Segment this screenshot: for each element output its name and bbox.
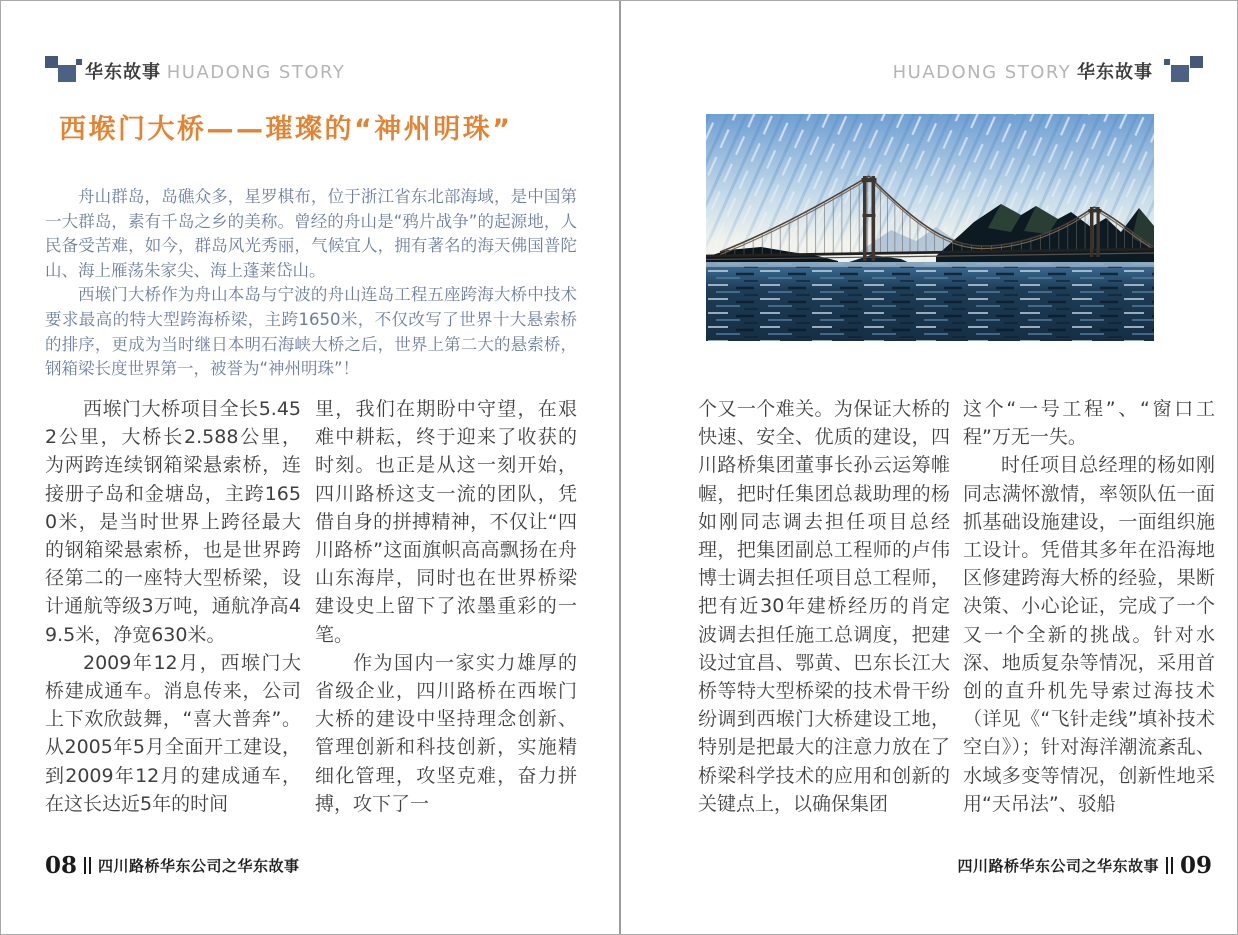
footer-bars-icon [1166, 857, 1173, 874]
column-paragraph: 西堠门大桥项目全长5.452公里，大桥长2.588公里，为两跨连续钢箱梁悬索桥，连接册子岛和金塘岛，主跨1650米，是当时世界上跨径最大的钢箱梁悬索桥，也是世界跨径第二的一座特大型桥梁，设计通航等级3万吨，通航净高49.5米，净宽630米。 [45, 398, 301, 646]
column-paragraph: 个又一个难关。为保证大桥的快速、安全、优质的建设，四川路桥集团董事长孙云运筹帷幄，把时任集团总裁助理的杨如刚同志调去担任项目总经理，把集团副总工程师的卢伟博士调去担任项目总工程师，把有近30年建桥经历的肖定波调去担任施工总调度，把建设过宜昌、鄂黄、巴东长江大桥等特大型桥梁的技术骨干纷纷调到西堠门大桥建设工地，特别是把最大的注意力放在了桥梁科学技术的应用和创新的关键点上，以确保集团 [698, 398, 950, 815]
column-paragraph: 2009年12月，西堠门大桥建成通车。消息传来，公司上下欢欣鼓舞，“喜大普奔”。从2005年5月全面开工建设，到2009年12月的建成通车，在这长达近5年的时间 [45, 651, 301, 815]
footer-text: 四川路桥华东公司之华东故事 [957, 857, 1159, 875]
brand-logo-icon [1190, 56, 1203, 68]
brand-logo-icon [76, 59, 82, 65]
brand-name-cn: 华东故事 [1077, 62, 1153, 83]
page-number: 08 [45, 852, 78, 879]
left-page-header [85, 58, 345, 84]
left-page-column-2 [315, 395, 577, 847]
footer-text: 四川路桥华东公司之华东故事 [98, 857, 300, 875]
right-page-column-2 [963, 395, 1215, 847]
bridge-illustration-svg [706, 114, 1154, 341]
page-gutter-divider [619, 1, 621, 935]
column-paragraph: 作为国内一家实力雄厚的省级企业，四川路桥在西堠门大桥的建设中坚持理念创新、管理创新和科技创新，实施精细化管理，攻坚克难，奋力拼搏，攻下了一 [315, 651, 577, 815]
right-page-footer [957, 854, 1212, 877]
intro-block [45, 185, 577, 382]
brand-logo-icon [1171, 65, 1189, 82]
page-number: 09 [1179, 852, 1212, 879]
intro-paragraph: 舟山群岛，岛礁众多，星罗棋布，位于浙江省东北部海域，是中国第一大群岛，素有千岛之乡的美称。曾经的舟山是“鸦片战争”的起源地，人民备受苦难，如今，群岛风光秀丽，气候宜人，拥有著名的海天佛国普陀山、海上雁荡朱家尖、海上蓬莱岱山。 [45, 187, 577, 280]
brand-name-en: HUADONG STORY [166, 62, 346, 83]
right-page-header [893, 58, 1153, 84]
column-paragraph: 里，我们在期盼中守望，在艰难中耕耘，终于迎来了收获的时刻。也正是从这一刻开始，四川路桥这支一流的团队，凭借自身的拼搏精神，不仅让“四川路桥”这面旗帜高高飘扬在舟山东海岸，同时也在世界桥梁建设史上留下了浓墨重彩的一笔。 [315, 398, 577, 646]
column-paragraph: 时任项目总经理的杨如刚同志满怀激情，率领队伍一面抓基础设施建设，一面组织施工设计。凭借其多年在沿海地区修建跨海大桥的经验，果断决策、小心论证，完成了一个又一个全新的挑战。针对水深、地质复杂等情况，采用首创的直升机先导索过海技术（详见《“飞针走线”填补技术空白》）；针对海洋潮流紊乱、水域多变等情况，创新性地采用“天吊法”、驳船 [963, 454, 1215, 815]
brand-logo-icon [45, 56, 58, 68]
left-page-column-1 [45, 395, 301, 847]
bridge-illustration [706, 114, 1154, 341]
brand-name-en: HUADONG STORY [892, 62, 1072, 83]
intro-paragraph: 西堠门大桥作为舟山本岛与宁波的舟山连岛工程五座跨海大桥中技术要求最高的特大型跨海桥梁，主跨1650米，不仅改写了世界十大悬索桥的排序，更成为当时继日本明石海峡大桥之后，世界上第二大的悬索桥，钢箱梁长度世界第一，被誉为“神州明珠”！ [45, 285, 577, 379]
brand-logo-icon [58, 65, 76, 82]
right-page-column-1 [698, 395, 950, 847]
brand-name-cn: 华东故事 [85, 62, 161, 83]
footer-bars-icon [84, 857, 91, 874]
left-page-footer [45, 854, 300, 877]
column-paragraph: 这个“一号工程”、“窗口工程”万无一失。 [963, 398, 1215, 449]
article-title: 西堠门大桥——璀璨的“神州明珠” [59, 114, 513, 145]
brand-logo-icon [1164, 59, 1170, 65]
